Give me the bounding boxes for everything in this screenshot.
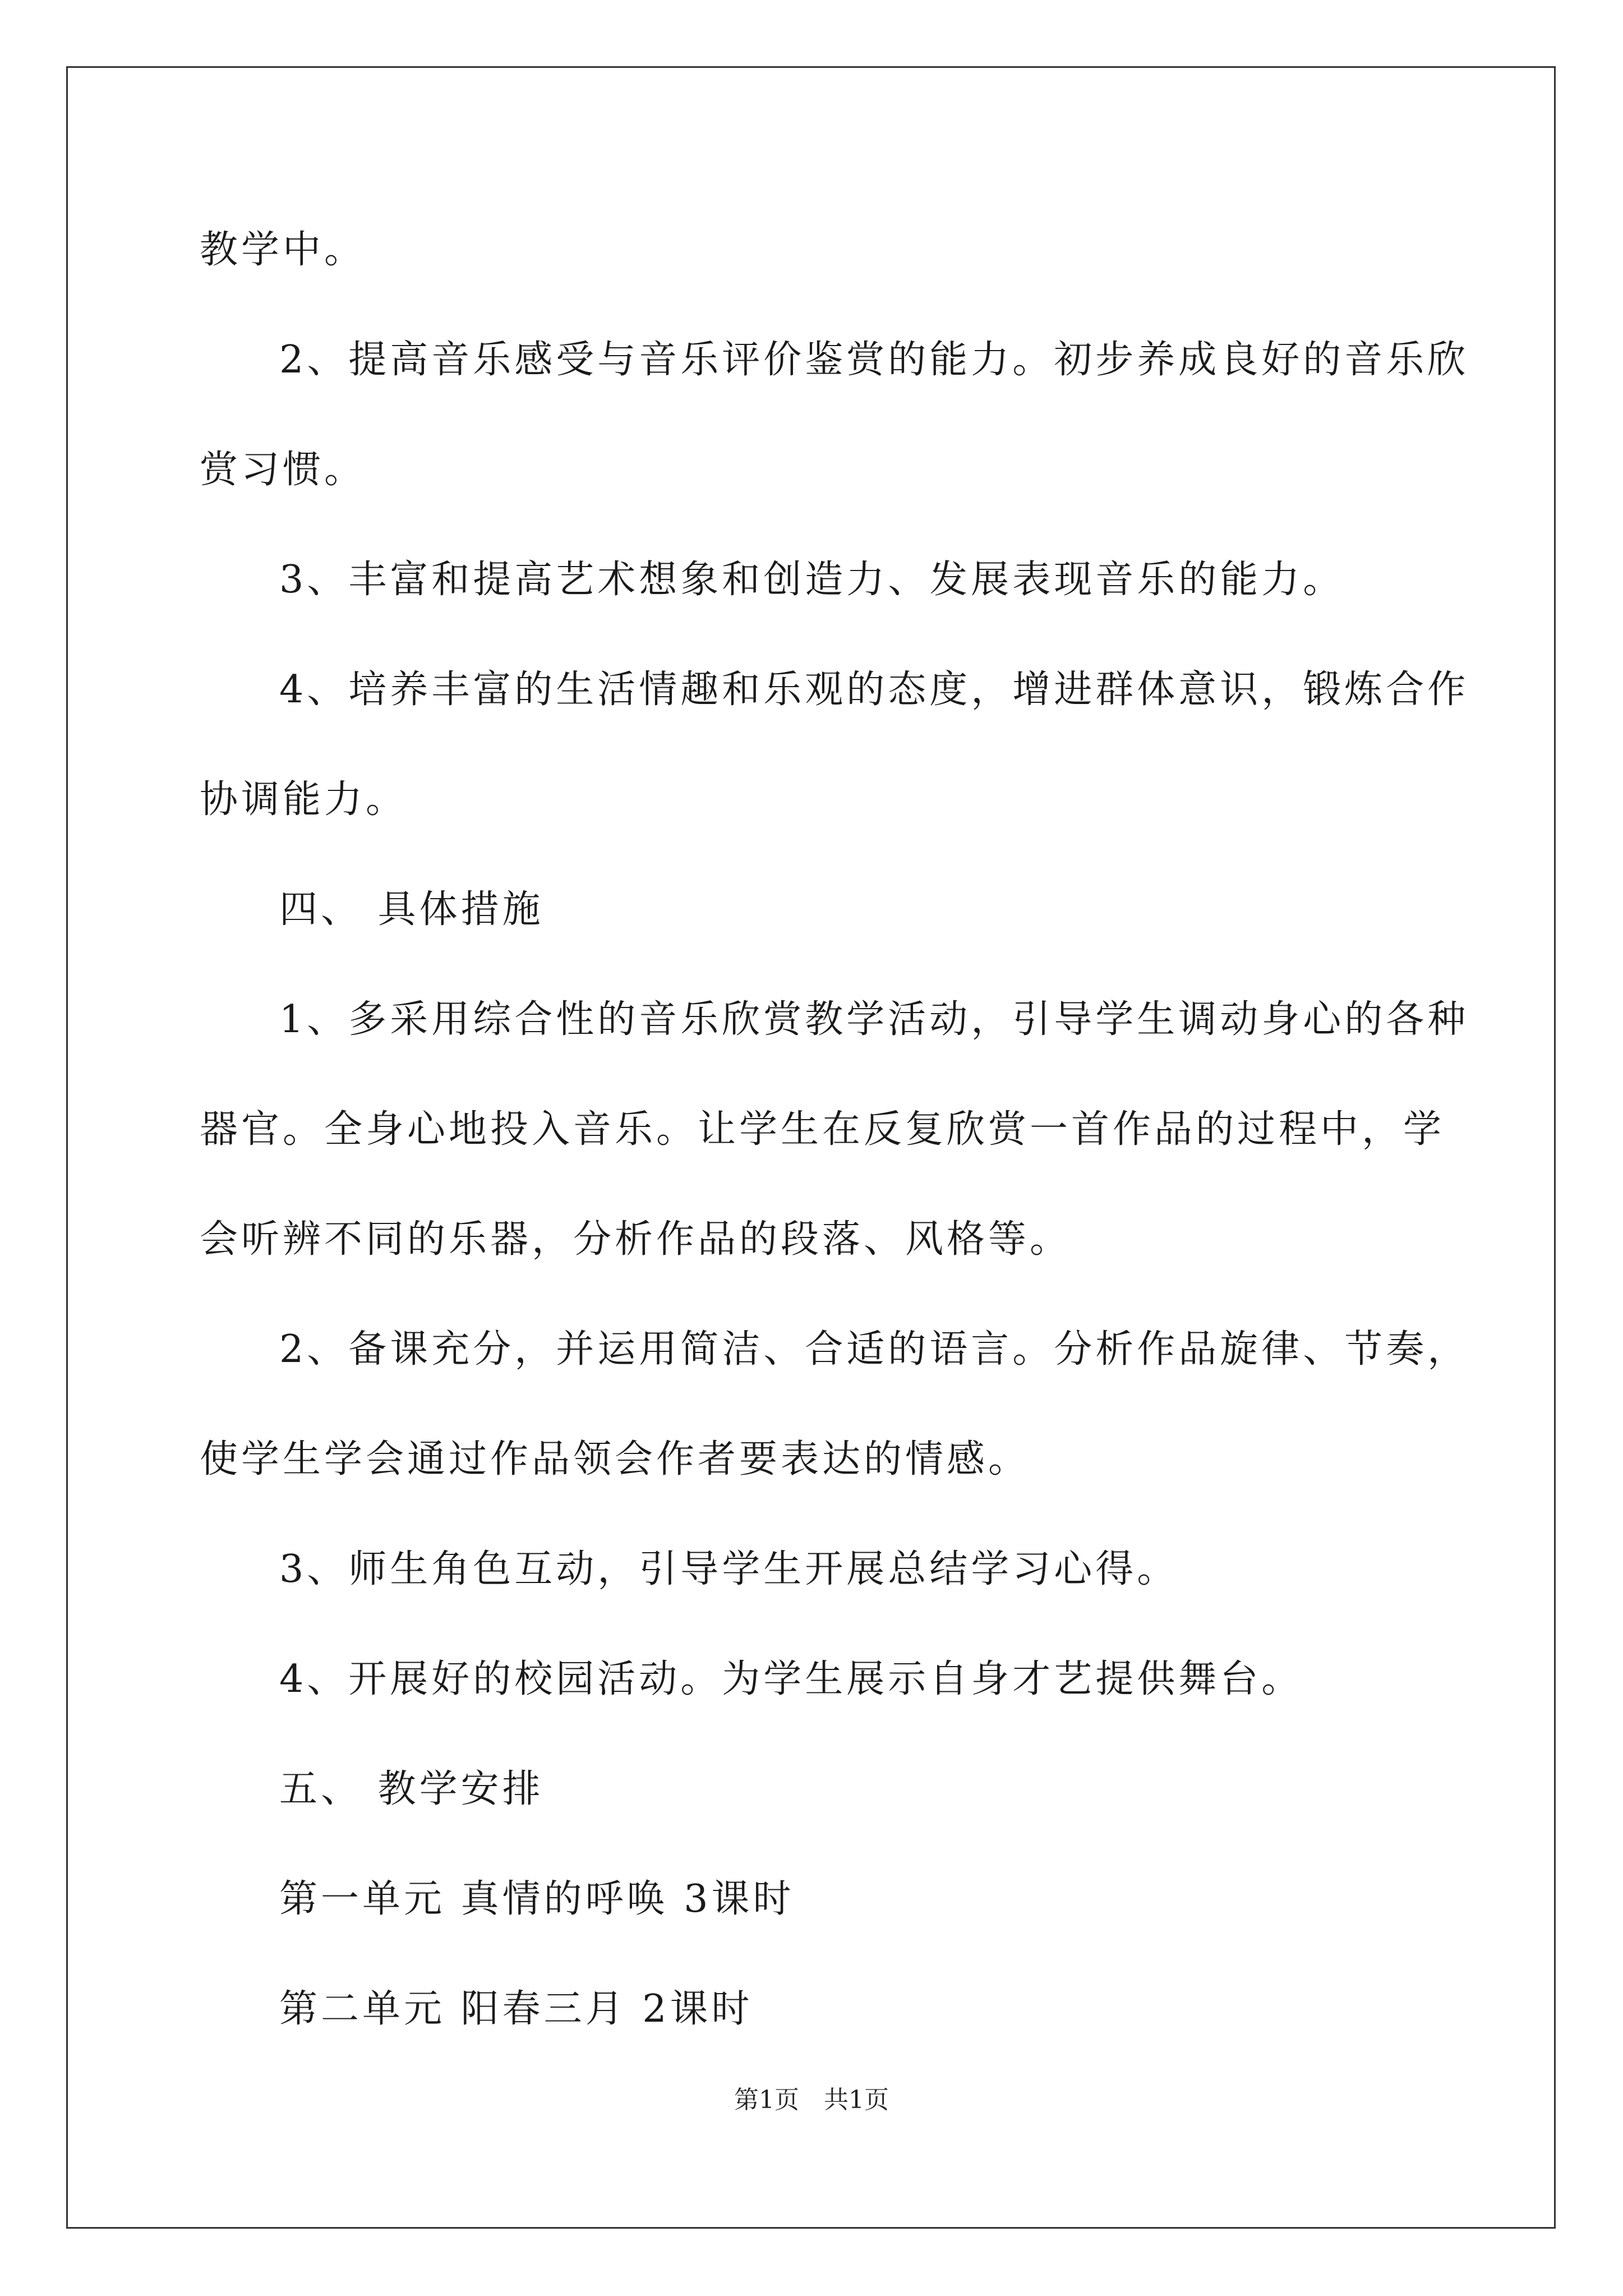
text-line-continuation: 赏习惯。 bbox=[200, 448, 366, 492]
text-line-continuation: 使学生学会通过作品领会作者要表达的情感。 bbox=[200, 1437, 1030, 1481]
text-line-measure-3: 3、师生角色互动，引导学生开展总结学习心得。 bbox=[279, 1547, 1179, 1591]
text-line-measure-1: 1、多采用综合性的音乐欣赏教学活动，引导学生调动身心的各种 bbox=[279, 997, 1469, 1042]
section-heading-schedule: 五、 教学安排 bbox=[279, 1767, 544, 1811]
schedule-unit-1: 第一单元 真情的呼唤 3课时 bbox=[279, 1877, 795, 1921]
page-number-footer: 第1页 共1页 bbox=[734, 2086, 889, 2114]
text-line-item-2: 2、提高音乐感受与音乐评价鉴赏的能力。初步养成良好的音乐欣 bbox=[279, 338, 1469, 382]
text-line-continuation: 会听辨不同的乐器，分析作品的段落、风格等。 bbox=[200, 1217, 1072, 1262]
schedule-unit-2: 第二单元 阳春三月 2课时 bbox=[279, 1987, 753, 2031]
text-line-item-3: 3、丰富和提高艺术想象和创造力、发展表现音乐的能力。 bbox=[279, 558, 1345, 602]
section-heading-measures: 四、 具体措施 bbox=[279, 887, 544, 932]
text-line-measure-4: 4、开展好的校园活动。为学生展示自身才艺提供舞台。 bbox=[279, 1657, 1303, 1701]
text-line-measure-2: 2、备课充分，并运用简洁、合适的语言。分析作品旋律、节奏， bbox=[279, 1327, 1469, 1372]
text-line-continuation: 器官。全身心地投入音乐。让学生在反复欣赏一首作品的过程中，学 bbox=[200, 1107, 1445, 1152]
text-line-continuation: 教学中。 bbox=[200, 228, 366, 272]
text-line-continuation: 协调能力。 bbox=[200, 777, 408, 822]
text-line-item-4: 4、培养丰富的生活情趣和乐观的态度，增进群体意识，锻炼合作 bbox=[279, 668, 1469, 712]
